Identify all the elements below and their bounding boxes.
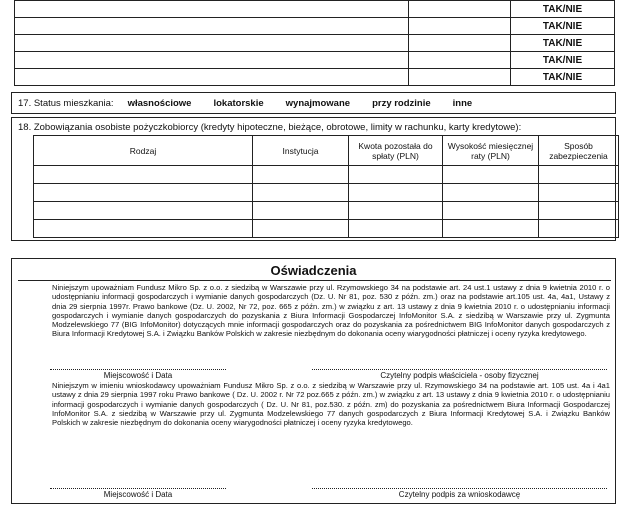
obligations-label: 18. Zobowiązania osobiste pożyczkobiorcy (kredyty hipoteczne, bieżące, obrotowe, limity w rachunku, karty kredytowe): [18, 122, 522, 133]
yes-no-value[interactable]: TAK/NIE [511, 35, 615, 52]
table-cell[interactable] [15, 1, 409, 18]
yes-no-value[interactable]: TAK/NIE [511, 69, 615, 86]
statements-title: Oświadczenia [270, 263, 357, 278]
table-cell[interactable] [349, 202, 443, 220]
consent-paragraph-2: Niniejszym w imieniu wnioskodawcy upoważniam Fundusz Mikro Sp. z o.o. z siedzibą w Warszawie przy ul. Rzymowskiego 34 na podstawie art. 105 ust. 4a i 4a1 ustawy z dnia 29 sierpnia 1997 roku Prawo bankowe ( Dz. U. 2002 r. Nr 72 poz.665 z późn. zm.) w związku z art. 13 ustawy z dnia 9 kwietnia 2010 r. o udostępnianiu informacji gospodarczych i wymianie danych gospodarczych ( Dz. U. Nr 81, poz.530. z późn. zm) do pozyskania za pośrednictwem Biura Informacji Gospodarczej InfoMonitor S.A. z siedzibą w Warszawie przy ul. Zygmunta Modzelewskiego 77 danych gospodarczych z Biura Informacji Kredytowej S.A. i Związku Banków Polskich w zakresie niezbędnym do dokonania oceny wiarygodności płatniczej i oceny ryzyka kredytowego. [52, 381, 610, 428]
place-date-label-1: Miejscowość i Data [103, 371, 173, 380]
table-row [34, 184, 619, 202]
table-cell[interactable] [15, 69, 409, 86]
table-cell[interactable] [443, 220, 539, 238]
signature-line-applicant[interactable] [312, 488, 607, 489]
table-cell[interactable] [34, 166, 253, 184]
housing-option-tenant[interactable]: lokatorskie [213, 97, 264, 109]
housing-option-family[interactable]: przy rodzinie [372, 97, 431, 109]
statements-section [11, 258, 616, 504]
table-row [15, 69, 615, 86]
yes-no-table [14, 0, 615, 86]
table-cell[interactable] [539, 184, 619, 202]
housing-option-own[interactable]: własnościowe [127, 97, 192, 109]
table-cell[interactable] [34, 220, 253, 238]
owner-signature-label: Czytelny podpis właściciela - osoby fizycznej [380, 371, 539, 380]
table-cell[interactable] [253, 202, 349, 220]
col-header-monthly-installment: Wysokość miesięcznej raty (PLN) [443, 136, 539, 166]
table-cell[interactable] [253, 166, 349, 184]
obligations-table [33, 135, 619, 238]
table-cell[interactable] [349, 184, 443, 202]
table-row [15, 18, 615, 35]
signature-line-place-date-1[interactable] [50, 369, 226, 370]
place-date-label-2: Miejscowość i Data [103, 490, 173, 499]
table-cell[interactable] [443, 166, 539, 184]
table-cell[interactable] [253, 184, 349, 202]
table-row [15, 35, 615, 52]
table-cell[interactable] [409, 35, 511, 52]
yes-no-value[interactable]: TAK/NIE [511, 1, 615, 18]
col-header-type: Rodzaj [34, 136, 253, 166]
table-cell[interactable] [409, 1, 511, 18]
title-divider [18, 280, 611, 281]
table-cell[interactable] [15, 52, 409, 69]
obligations-section [11, 117, 616, 241]
table-cell[interactable] [15, 18, 409, 35]
housing-status-label: 17. Status mieszkania: [18, 97, 114, 109]
table-cell[interactable] [349, 166, 443, 184]
table-row [34, 166, 619, 184]
table-cell[interactable] [539, 202, 619, 220]
yes-no-value[interactable]: TAK/NIE [511, 52, 615, 69]
signature-line-place-date-2[interactable] [50, 488, 226, 489]
col-header-institution: Instytucja [253, 136, 349, 166]
table-cell[interactable] [539, 166, 619, 184]
applicant-signature-label: Czytelny podpis za wnioskodawcę [398, 490, 521, 499]
table-row [15, 1, 615, 18]
housing-option-rented[interactable]: wynajmowane [285, 97, 351, 109]
yes-no-value[interactable]: TAK/NIE [511, 18, 615, 35]
table-cell[interactable] [34, 202, 253, 220]
table-row [34, 202, 619, 220]
table-cell[interactable] [443, 184, 539, 202]
col-header-remaining-amount: Kwota pozostała do spłaty (PLN) [349, 136, 443, 166]
table-cell[interactable] [409, 52, 511, 69]
signature-line-owner[interactable] [312, 369, 607, 370]
table-row [34, 220, 619, 238]
housing-option-other[interactable]: inne [452, 97, 473, 109]
table-row [15, 52, 615, 69]
table-header-row [34, 136, 619, 166]
table-cell[interactable] [349, 220, 443, 238]
table-cell[interactable] [409, 18, 511, 35]
table-cell[interactable] [539, 220, 619, 238]
table-cell[interactable] [34, 184, 253, 202]
table-cell[interactable] [15, 35, 409, 52]
consent-paragraph-1: Niniejszym upoważniam Fundusz Mikro Sp. z o.o. z siedzibą w Warszawie przy ul. Rzymowskiego 34 na podstawie art. 24 ust.1 ustawy z dnia 9 kwietnia 2010 r. o udostępnianiu informacji gospodarczych i wymianie danych gospodarczych (Dz. U. Nr 81, poz. 530 z późn. zm.) oraz na podstawie art.105 ust. 4a, 4a1, Ustawy z dnia 29 sierpnia 1997r. Prawo bankowe (Dz. U. 2002, Nr 72, poz. 665 z późn. zm.) w związku z art. 13 ustawy z dnia 9 kwietnia 2010 r. o udostępnianiu informacji gospodarczych i wymianie danych gospodarczych do pozyskania z Biura Informacji Gospodarczej InfoMonitor S.A. z siedzibą w Warszawie przy ul. Zygmunta Modzelewskiego 77 (BIG InfoMonitor) dotyczących mnie informacji gospodarczych oraz do pozyskania za pośrednictwem BIG InfoMonitor danych gospodarczych z Biura Informacji Kredytowej S.A. i Związku Banków Polskich w zakresie niezbędnym do dokonania oceny wiarygodności płatniczej i oceny ryzyka kredytowego. [52, 283, 610, 339]
table-cell[interactable] [253, 220, 349, 238]
table-cell[interactable] [409, 69, 511, 86]
col-header-collateral: Sposób zabezpieczenia [539, 136, 619, 166]
table-cell[interactable] [443, 202, 539, 220]
housing-status-row [11, 92, 616, 114]
